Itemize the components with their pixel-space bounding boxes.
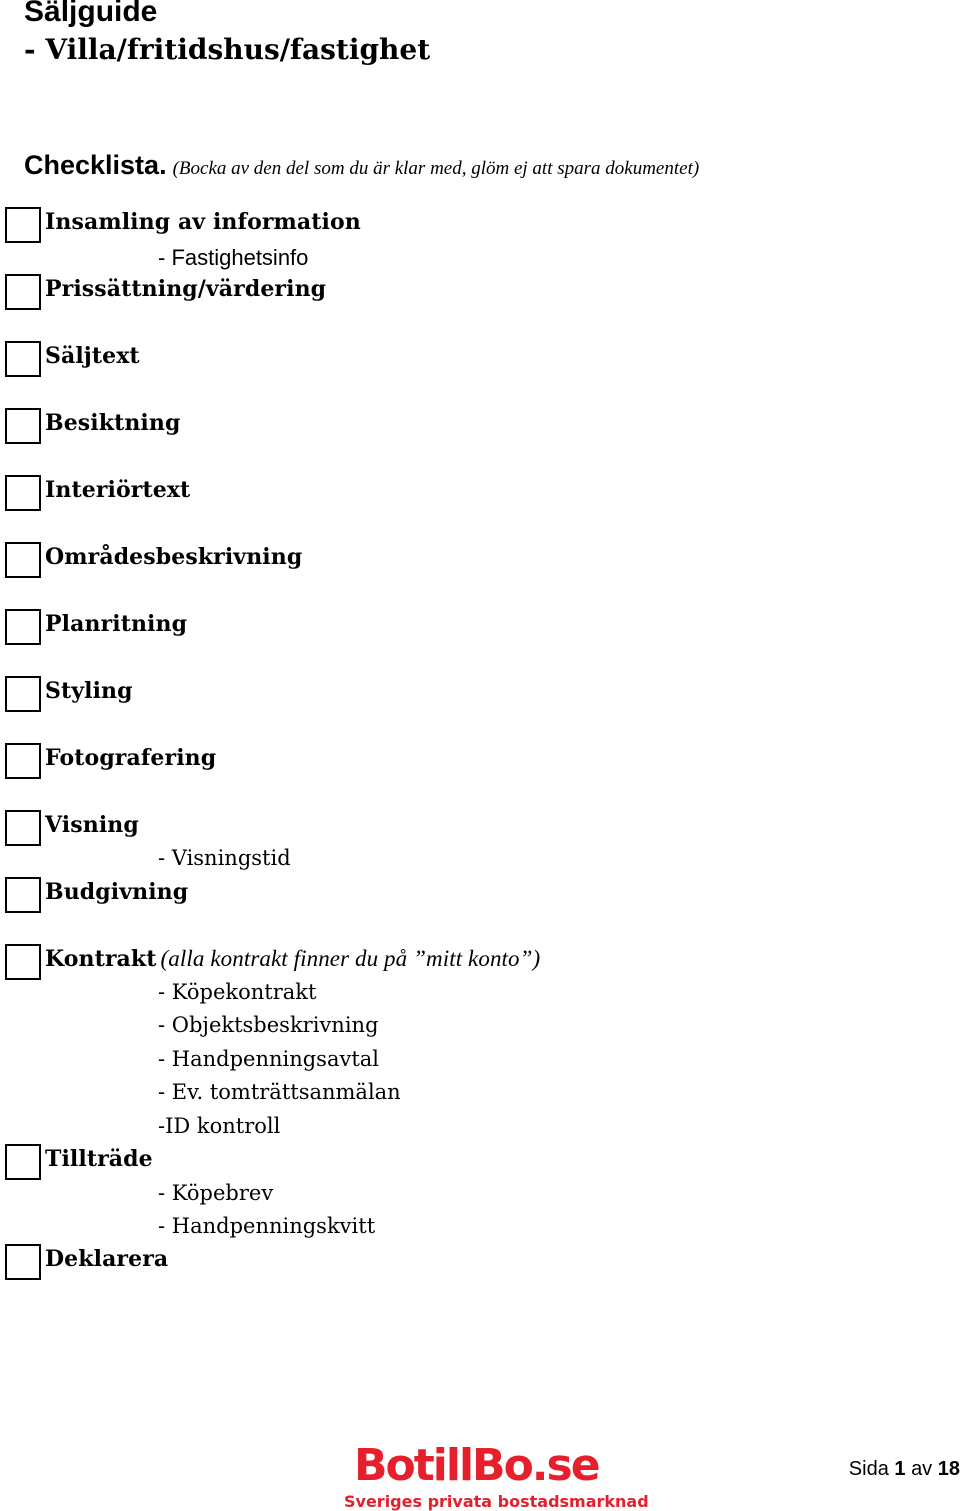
logo-tagline: Sveriges privata bostadsmarknad xyxy=(344,1492,649,1511)
subitem-id-kontroll: -ID kontroll xyxy=(158,1114,281,1138)
checkbox[interactable] xyxy=(5,743,41,779)
subitem-tomtrattsanmalan: - Ev. tomträttsanmälan xyxy=(158,1080,401,1104)
checklist-item-label: Styling xyxy=(45,678,133,704)
checkbox[interactable] xyxy=(5,475,41,511)
checkbox[interactable] xyxy=(5,676,41,712)
checkbox[interactable] xyxy=(5,609,41,645)
checkbox[interactable] xyxy=(5,944,41,980)
checklist-item-label: Budgivning xyxy=(45,879,189,905)
page-number xyxy=(849,1458,960,1481)
subitem-kopekontrakt: - Köpekontrakt xyxy=(158,980,317,1004)
page-total: 18 xyxy=(937,1458,960,1480)
subitem-handpenningsavtal: - Handpenningsavtal xyxy=(158,1047,380,1071)
checkbox[interactable] xyxy=(5,1144,41,1180)
page-prefix: Sida xyxy=(848,1458,889,1480)
page-title: Säljguide xyxy=(24,0,158,28)
checkbox[interactable] xyxy=(5,408,41,444)
checkbox[interactable] xyxy=(5,542,41,578)
checkbox[interactable] xyxy=(5,341,41,377)
subitem-handpenningskvitt: - Handpenningskvitt xyxy=(158,1214,376,1238)
checklist-item-label: Prissättning/värdering xyxy=(45,276,327,302)
page-separator: av xyxy=(911,1458,933,1480)
subitem-objektsbeskrivning: - Objektsbeskrivning xyxy=(158,1013,379,1037)
page-subtitle: - Villa/fritidshus/fastighet xyxy=(24,33,431,66)
kontrakt-label: Kontrakt xyxy=(45,946,157,972)
checklist-title: Checklista. xyxy=(24,150,167,180)
checkbox[interactable] xyxy=(5,810,41,846)
botillbo-logo xyxy=(344,1440,649,1511)
checklist-item-label: Tillträde xyxy=(45,1146,153,1172)
checklist-item-label: Deklarera xyxy=(45,1246,169,1272)
subitem-fastighetsinfo: - Fastighetsinfo xyxy=(158,245,309,270)
logo-text: BotillBo.se xyxy=(354,1440,599,1491)
checklist-heading xyxy=(24,150,699,181)
checklist-item-label: Säljtext xyxy=(45,343,140,369)
checklist-item-label: Planritning xyxy=(45,611,188,637)
checklist-item-label: Interiörtext xyxy=(45,477,191,503)
checklist-item-label: Besiktning xyxy=(45,410,181,436)
page-current: 1 xyxy=(894,1458,906,1480)
checkbox[interactable] xyxy=(5,207,41,243)
checkbox[interactable] xyxy=(5,1244,41,1280)
checklist-item-label: Visning xyxy=(45,812,139,838)
checklist-item-label: Områdesbeskrivning xyxy=(45,544,303,570)
checklist-item-label: Fotografering xyxy=(45,745,217,771)
checkbox[interactable] xyxy=(5,877,41,913)
checklist-item-label xyxy=(45,946,540,972)
subitem-kopebrev: - Köpebrev xyxy=(158,1181,274,1205)
kontrakt-note: (alla kontrakt finner du på ”mitt konto”) xyxy=(160,946,541,971)
checklist-instruction: (Bocka av den del som du är klar med, glöm ej att spara dokumentet) xyxy=(172,158,700,179)
subitem-visningstid: - Visningstid xyxy=(158,846,291,870)
checklist-item-label: Insamling av information xyxy=(45,209,361,235)
checkbox[interactable] xyxy=(5,274,41,310)
